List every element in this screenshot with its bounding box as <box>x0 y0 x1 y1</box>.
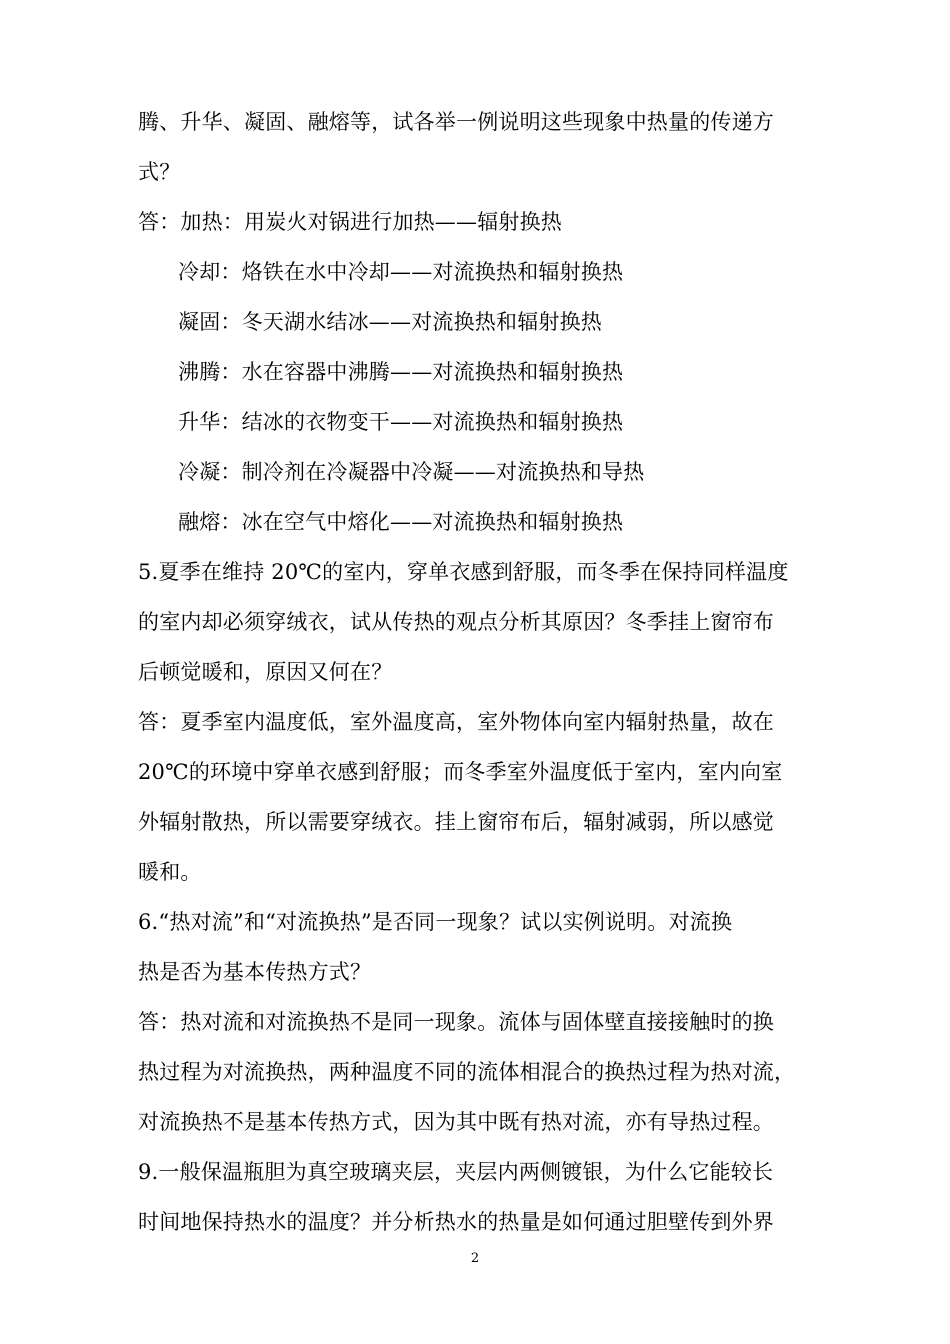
text-line: 融熔：冰在空气中熔化——对流换热和辐射换热 <box>178 510 624 534</box>
text-line: 热是否为基本传热方式？ <box>138 960 372 984</box>
text-line: 凝固：冬天湖水结冰——对流换热和辐射换热 <box>178 310 602 334</box>
text-line: 式？ <box>138 160 181 184</box>
text-line: 冷凝：制冷剂在冷凝器中冷凝——对流换热和导热 <box>178 460 645 484</box>
document-body <box>138 97 818 1247</box>
text-line: 9.一般保温瓶胆为真空玻璃夹层，夹层内两侧镀银，为什么它能较长 <box>138 1160 774 1184</box>
text-line: 5.夏季在维持 20℃的室内，穿单衣感到舒服，而冬季在保持同样温度 <box>138 560 789 584</box>
text-line: 答：热对流和对流换热不是同一现象。流体与固体壁直接接触时的换 <box>138 1010 774 1034</box>
text-line: 对流换热不是基本传热方式，因为其中既有热对流，亦有导热过程。 <box>138 1110 774 1134</box>
text-line: 沸腾：水在容器中沸腾——对流换热和辐射换热 <box>178 360 624 384</box>
text-line: 外辐射散热，所以需要穿绒衣。挂上窗帘布后，辐射减弱，所以感觉 <box>138 810 774 834</box>
text-line: 答：加热：用炭火对锅进行加热——辐射换热 <box>138 210 562 234</box>
text-line: 时间地保持热水的温度？并分析热水的热量是如何通过胆壁传到外界 <box>138 1210 774 1234</box>
page-number: 2 <box>470 1251 480 1266</box>
text-line: 升华：结冰的衣物变干——对流换热和辐射换热 <box>178 410 624 434</box>
text-line: 暖和。 <box>138 860 202 884</box>
text-line: 腾、升华、凝固、融熔等，试各举一例说明这些现象中热量的传递方 <box>138 110 774 134</box>
text-line: 冷却：烙铁在水中冷却——对流换热和辐射换热 <box>178 260 624 284</box>
text-line: 后顿觉暖和，原因又何在？ <box>138 660 393 684</box>
text-line: 答：夏季室内温度低，室外温度高，室外物体向室内辐射热量，故在 <box>138 710 774 734</box>
text-line: 热过程为对流换热，两种温度不同的流体相混合的换热过程为热对流， <box>138 1060 796 1084</box>
text-line: 20℃的环境中穿单衣感到舒服；而冬季室外温度低于室内，室内向室 <box>138 760 783 784</box>
text-line: 的室内却必须穿绒衣，试从传热的观点分析其原因？冬季挂上窗帘布 <box>138 610 774 634</box>
text-line: 6.“热对流”和“对流换热”是否同一现象？试以实例说明。对流换 <box>138 910 733 934</box>
